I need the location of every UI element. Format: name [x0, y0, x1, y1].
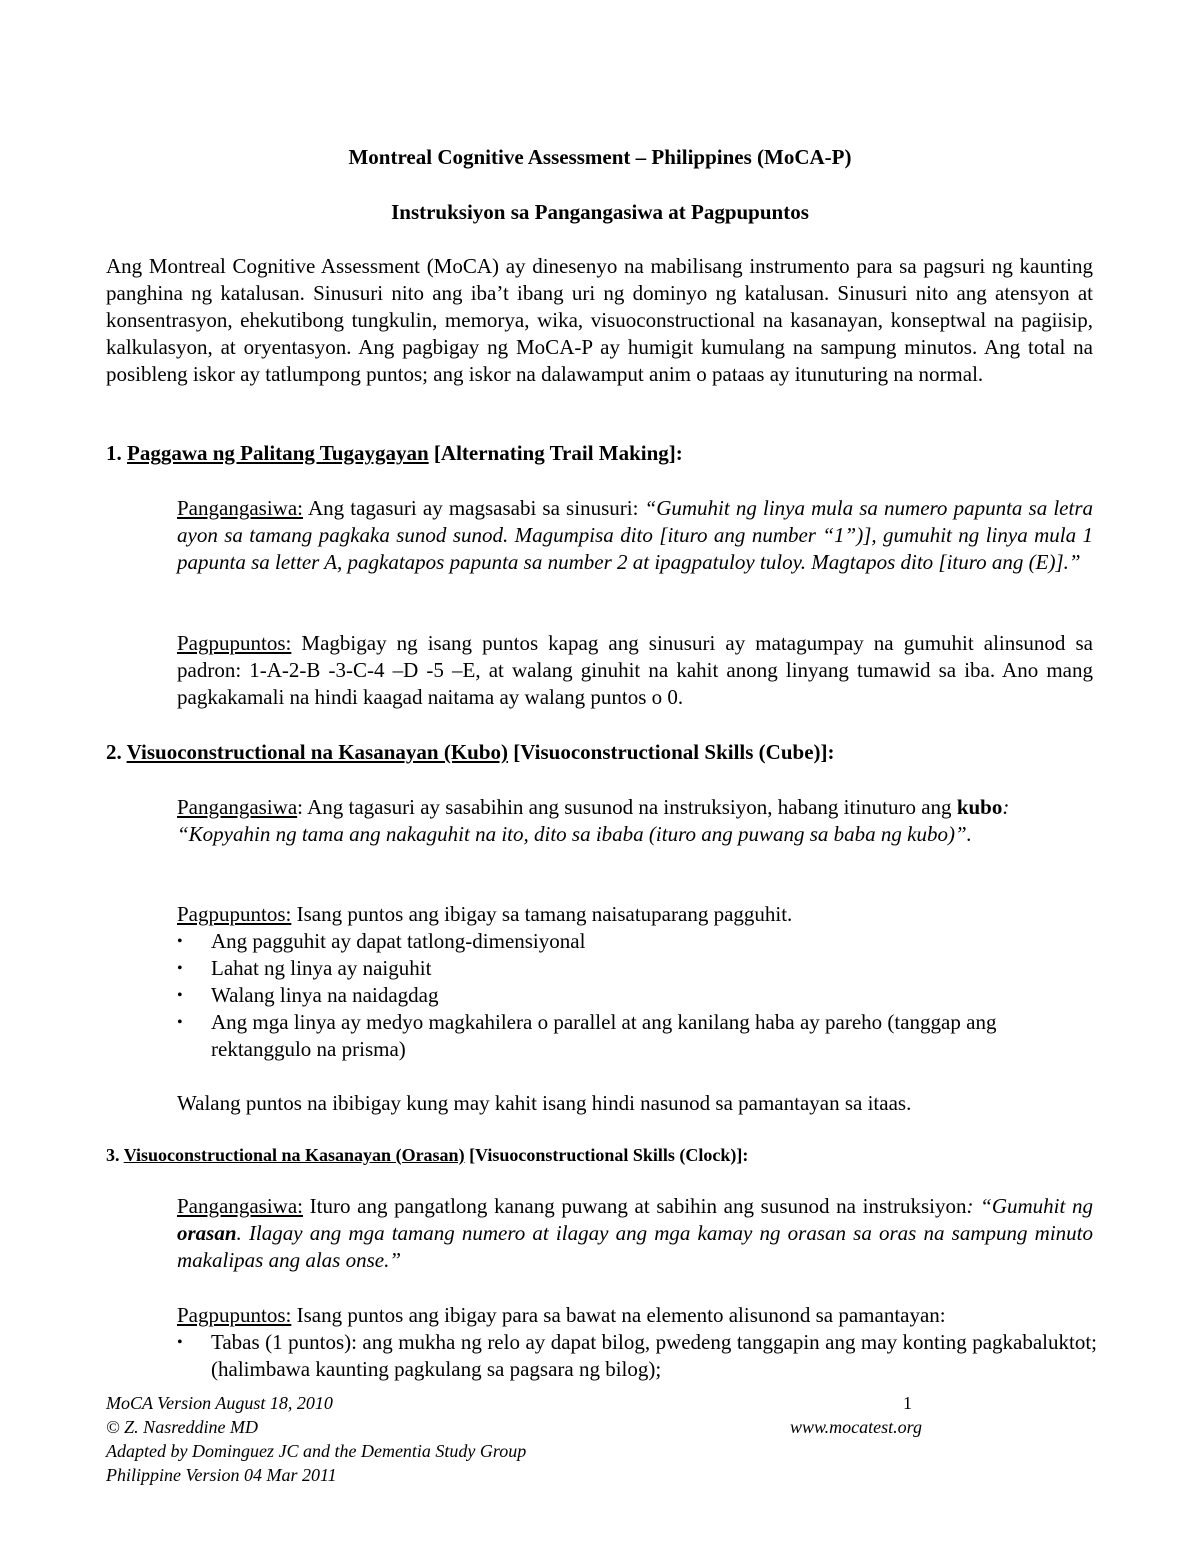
- section-3-administration: [177, 1193, 1093, 1274]
- section-2-title-english: [Visuoconstructional Skills (Cube)]:: [508, 740, 835, 764]
- section-2-closing: Walang puntos na ibibigay kung may kahit isang hindi nasunod sa pamantayan sa itaas.: [177, 1091, 912, 1115]
- bullet-icon: •: [177, 987, 183, 1004]
- section-1-admin-instruction: “Gumuhit ng linya mula sa numero papunta sa letra ayon sa tamang pagkaka sunod sunod. Magumpisa dito [ituro ang number “1”)], gumuhit ng linya mula 1 papunta sa letter A, pagkatapos papunta sa number 2 at ipagpatuloy tuloy. Magtapos dito [ituro ang (E)].”: [177, 496, 1094, 574]
- section-1-administration: [177, 495, 1093, 576]
- section-2-number: 2.: [106, 740, 127, 764]
- section-1-admin-text: Ang tagasuri ay magsasabi sa sinusuri:: [302, 496, 645, 520]
- section-2-title: Visuoconstructional na Kasanayan (Kubo): [126, 740, 508, 764]
- section-3-admin-instruction-start: : “Gumuhit ng: [966, 1194, 1093, 1218]
- list-item: • Tabas (1 puntos): ang mukha ng relo ay dapat bilog, pwedeng tanggapin ang may konting pagkabaluktot; (halimbawa kaunting pagkulang sa pagsara ng bilog);: [177, 1330, 1097, 1381]
- section-2-scoring: [177, 901, 1093, 928]
- section-3-heading: [106, 1145, 748, 1166]
- document-subtitle: Instruksiyon sa Pangangasiwa at Pagpupuntos: [391, 200, 809, 224]
- section-3-title-english: [Visuoconstructional Skills (Clock)]:: [464, 1145, 749, 1165]
- list-item: • Ang mga linya ay medyo magkahilera o parallel at ang kanilang haba ay pareho (tanggap ang rektanggulo na prisma): [177, 1010, 997, 1061]
- section-3-number: 3.: [106, 1145, 124, 1165]
- list-item: • Lahat ng linya ay naiguhit: [177, 956, 432, 980]
- document-title: Montreal Cognitive Assessment – Philippines (MoCA-P): [348, 145, 852, 169]
- list-item: • Walang linya na naidagdag: [177, 983, 439, 1007]
- intro-paragraph: Ang Montreal Cognitive Assessment (MoCA) ay dinesenyo na mabilisang instrumento para sa pagsuri ng kaunting panghina ng katalusan. Sinusuri nito ang iba’t ibang uri ng dominyo ng katalusan. Sinusuri nito ang atensyon at konsentrasyon, ehekutibong tungkulin, memorya, wika, visuoconstructional na kasanayan, konseptwal na pagiisip, kalkulasyon, at oryentasyon. Ang pagbigay ng MoCA-P ay humigit kumulang na sampung minutos. Ang total na posibleng iskor ay tatlumpong puntos; ang iskor na dalawamput anim o pataas ay itunuturing na normal.: [106, 254, 1093, 386]
- footer-copyright: © Z. Nasreddine MD: [106, 1417, 259, 1437]
- section-1-heading: [106, 441, 683, 466]
- section-2-admin-label: Pangangasiwa: [177, 795, 298, 819]
- bullet-icon: •: [177, 1014, 183, 1031]
- section-2-criteria-list: [177, 928, 1097, 1063]
- section-1-number: 1.: [106, 441, 127, 465]
- section-1-score-text: Magbigay ng isang puntos kapag ang sinusuri ay matagumpay na gumuhit alinsunod sa padron: 1-A-2-B -3-C-4 –D -5 –E, at walang ginuhit na kahit anong linyang tumawid sa iba. Ano mang pagkakamali na hindi kaagad naitama ay walang puntos o 0.: [177, 631, 1093, 709]
- section-2-score-text: Isang puntos ang ibigay sa tamang naisatuparang pagguhit.: [291, 902, 793, 926]
- section-2-admin-text: : Ang tagasuri ay sasabihin ang susunod na instruksiyon, habang itinuturo ang: [297, 795, 957, 819]
- section-1-admin-label: Pangangasiwa:: [177, 496, 303, 520]
- footer-ph-version: Philippine Version 04 Mar 2011: [106, 1465, 337, 1485]
- section-2-administration: [177, 794, 1057, 848]
- section-2-admin-instruction: : “Kopyahin ng tama ang nakaguhit na ito, dito sa ibaba (ituro ang puwang sa baba ng kubo)”.: [177, 795, 1010, 846]
- section-3-admin-label: Pangangasiwa:: [177, 1194, 303, 1218]
- section-3-admin-instruction-end: . Ilagay ang mga tamang numero at ilagay ang mga kamay ng orasan sa oras na sampung minuto makalipas ang alas onse.”: [177, 1221, 1093, 1272]
- section-3-scoring: [177, 1302, 1093, 1329]
- section-3-score-label: Pagpupuntos:: [177, 1303, 292, 1327]
- section-1-score-label: Pagpupuntos:: [177, 631, 292, 655]
- section-2-heading: [106, 740, 835, 765]
- bullet-icon: •: [177, 960, 183, 977]
- section-1-title-english: [Alternating Trail Making]:: [428, 441, 683, 465]
- section-3-criteria-list: [177, 1329, 1097, 1383]
- page-number: 1: [903, 1393, 912, 1413]
- section-1-title: Paggawa ng Palitang Tugaygayan: [127, 441, 429, 465]
- footer-adapted: Adapted by Dominguez JC and the Dementia Study Group: [106, 1441, 527, 1461]
- section-3-admin-orasan: orasan: [177, 1221, 237, 1245]
- footer-version: MoCA Version August 18, 2010: [106, 1393, 333, 1413]
- section-2-score-label: Pagpupuntos:: [177, 902, 292, 926]
- bullet-icon: •: [177, 1334, 183, 1351]
- section-2-admin-kubo: kubo: [956, 795, 1003, 819]
- bullet-icon: •: [177, 933, 183, 950]
- section-3-title: Visuoconstructional na Kasanayan (Orasan): [123, 1145, 465, 1165]
- section-3-admin-text: Ituro ang pangatlong kanang puwang at sabihin ang susunod na instruksiyon: [302, 1194, 967, 1218]
- footer-website: www.mocatest.org: [790, 1417, 923, 1437]
- list-item: • Ang pagguhit ay dapat tatlong-dimensiyonal: [177, 929, 586, 953]
- section-3-score-text: Isang puntos ang ibigay para sa bawat na elemento alisunond sa pamantayan:: [291, 1303, 946, 1327]
- footer-left: [106, 1391, 526, 1487]
- section-1-scoring: [177, 630, 1093, 711]
